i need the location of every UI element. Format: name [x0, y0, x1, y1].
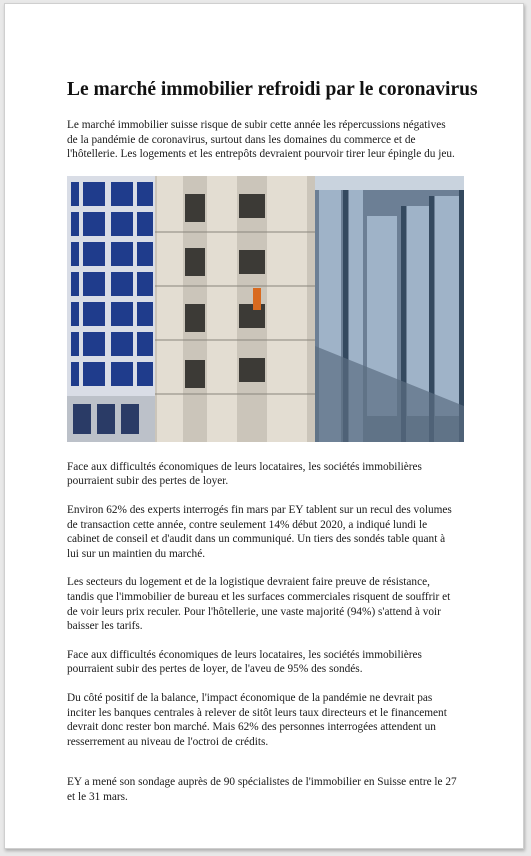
article-paragraph-5: Du côté positif de la balance, l'impact économique de la pandémie ne devrait pas inciter les banques centrales à relever de sitôt leurs taux directeurs et le financement devrait donc rester bon marché. Mais 62% des personnes interrogées attendent un resserrement au niveau de l'octroi de crédits.: [67, 691, 447, 748]
building-facade-photo: [67, 176, 464, 442]
article-title: Le marché immobilier refroidi par le coronavirus: [67, 79, 478, 100]
article-lead: Le marché immobilier suisse risque de subir cette année les répercussions négatives de la pandémie de coronavirus, surtout dans les domaines du commerce et de l'hôtellerie. Les logements et les entrepôts devraient pourvoir tirer leur épingle du jeu.: [67, 119, 455, 161]
article-paragraph-1: Face aux difficultés économiques de leurs locataires, les sociétés immobilières pourraient subir des pertes de loyer.: [67, 460, 422, 488]
document-page: [4, 3, 524, 849]
article-paragraph-4: Face aux difficultés économiques de leurs locataires, les sociétés immobilières pourraient subir des pertes de loyer, de l'aveu de 95% des sondés.: [67, 648, 422, 676]
article-paragraph-2: Environ 62% des experts interrogés fin mars par EY tablent sur un recul des volumes de transaction cette année, contre seulement 14% début 2020, a indiqué lundi le cabinet de conseil et d'audit dans un communiqué. Un tiers des sondés table quant à lui sur un maintien du marché.: [67, 503, 452, 560]
article: [67, 78, 478, 818]
article-paragraph-3: Les secteurs du logement et de la logistique devraient faire preuve de résistance, tandis que l'immobilier de bureau et les surfaces commerciales risquent de souffrir et de voir leurs prix reculer. Pour l'hôtellerie, une vaste majorité (94%) s'attend à voir baisser les tarifs.: [67, 576, 451, 633]
article-closing: EY a mené son sondage auprès de 90 spécialistes de l'immobilier en Suisse entre le 27 et le 31 mars.: [67, 776, 457, 803]
